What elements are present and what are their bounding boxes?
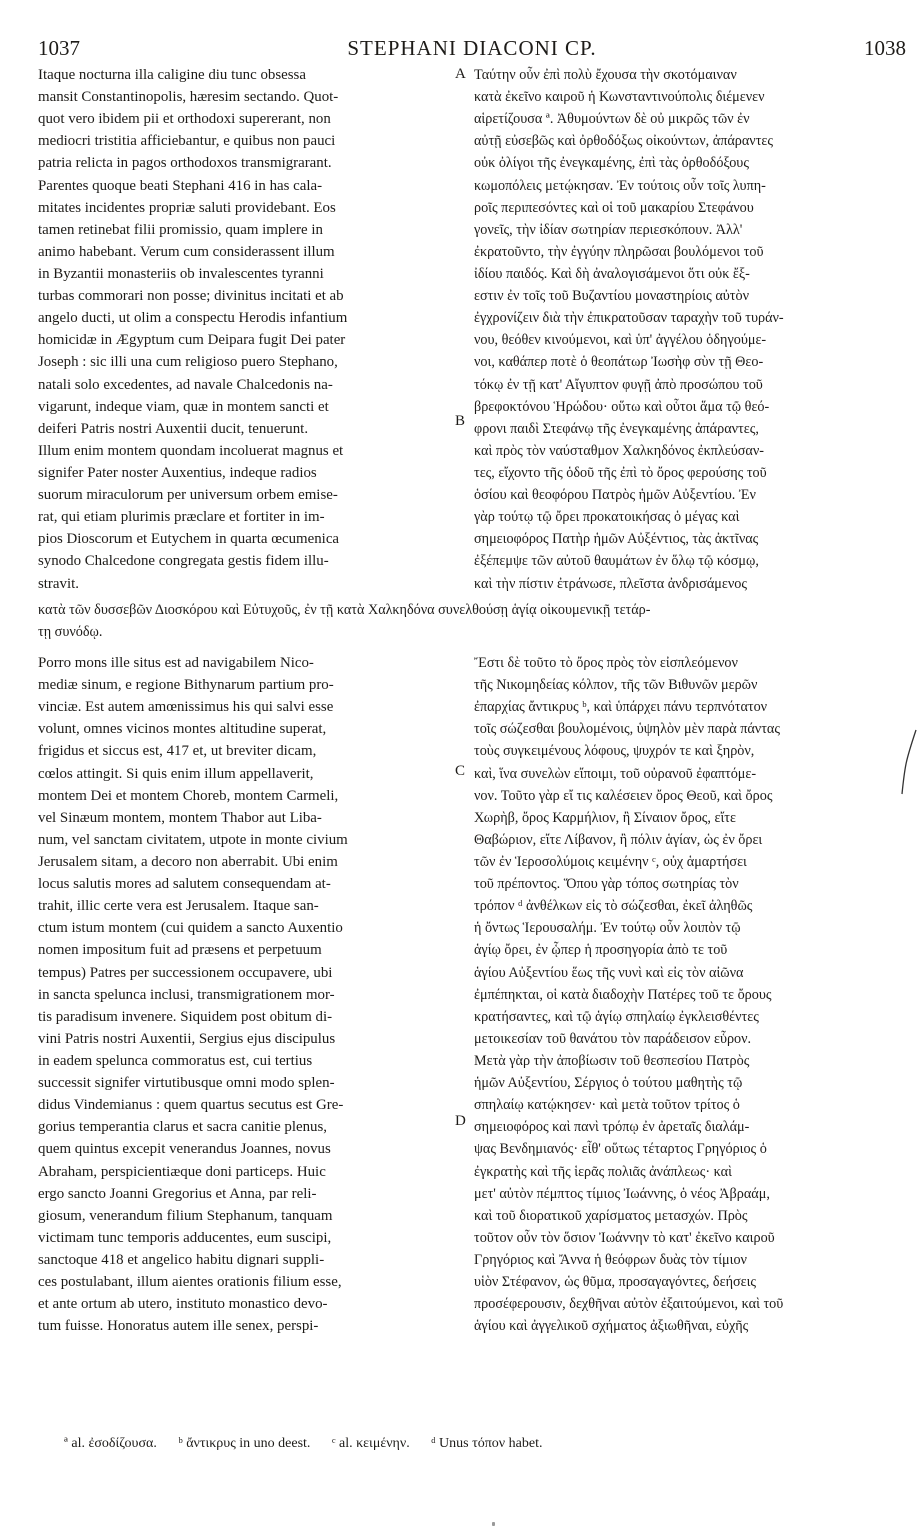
latin-text-line: successit signifer virtutibusque omni modo splen- [38, 1075, 335, 1092]
latin-text-line: victimam tunc temporis adducentes, eum suscipi, [38, 1229, 332, 1246]
latin-text-line: vigarunt, indeque viam, quæ in montem sancti et [38, 398, 329, 415]
greek-text-line: τόκῳ ἐν τῇ κατ' Αἴγυπτον φυγῇ ἀπὸ προσώπου τοῦ [474, 376, 763, 393]
greek-column-bottom [474, 652, 890, 1337]
latin-text-line: gorius temperantia clarus et sacra canitie plenus, [38, 1119, 328, 1136]
greek-text-line: ἐμπέπηκται, οἱ κατὰ διαδοχὴν Πατέρες τοῦ τε ὄρους [474, 986, 772, 1003]
greek-text-line: Μετὰ γὰρ τὴν ἀποβίωσιν τοῦ θεσπεσίου Πατρὸς [474, 1052, 750, 1069]
latin-text-line: mitates incidentes propriæ saluti providebant. Eos [38, 199, 336, 216]
greek-text-line: Χωρὴβ, ὄρος Καρμήλιον, ἢ Σίναιον ὄρος, εἴτε [474, 809, 736, 826]
greek-text-line: ἁγίου καὶ ἀγγελικοῦ σχήματος ἀξιωθῆναι, εὐχῆς [474, 1318, 749, 1335]
latin-text-line: Parentes quoque beati Stephani 416 in has cala- [38, 177, 323, 194]
greek-text-line: Θαβώριον, εἴτε Λίβανον, ἢ πόλιν ἁγίαν, ὡς ἐν ὄρει [474, 831, 763, 848]
latin-text-line: tempus) Patres per successionem occupavere, ubi [38, 964, 333, 981]
greek-text-line: ἡ ὄντως Ἱερουσαλήμ. Ἐν τούτῳ οὖν λοιπὸν τῷ [474, 920, 741, 937]
latin-text-line: natali solo excedentes, ad navale Chalcedonis na- [38, 376, 333, 393]
greek-text-line: τρόπον ᵈ ἀνθέλκων εἰς τὸ σώζεσθαι, ἐκεῖ ἀληθῶς [474, 898, 753, 915]
greek-text-line: κρατήσαντες, καὶ τῷ ἁγίῳ σπηλαίῳ ἐγκλεισθέντες [474, 1008, 759, 1025]
right-page-number: 1038 [864, 36, 906, 60]
greek-text-line: αἱρετίζουσα ª. Ἀθυμούντων δὲ οὐ μικρῶς τῶν ἐν [474, 111, 750, 128]
paper-speck [492, 1522, 495, 1526]
greek-text-line: φρονι παιδὶ Στεφάνῳ τῆς ἐνεγκαμένης ἀπάραντες, [474, 420, 759, 437]
latin-text-line: mediocri tristitia afficiebantur, e quibus non pauci [38, 133, 336, 150]
pencil-annotation-mark [898, 728, 920, 798]
greek-text-line: κατὰ ἐκεῖνο καιροῦ ἡ Κωνσταντινούπολις διέμενεν [474, 89, 765, 106]
greek-text-line: νοι, καθάπερ ποτὲ ὁ θεοπάτωρ Ἰωσὴφ σὺν τῇ Θεο- [474, 354, 764, 371]
latin-text-line: trahit, illic certe vera est Jerusalem. Itaque san- [38, 898, 319, 915]
greek-text-line: τῶν ἐν Ἱεροσολύμοις κειμένην ᶜ, οὐχ ἁμαρτήσει [474, 853, 747, 870]
latin-text-line: Illum enim montem quondam incoluerat magnus et [38, 442, 344, 459]
greek-text-line: σπηλαίῳ κατῴκησεν· καὶ μετὰ τοῦτον τρίτος ὁ [474, 1097, 740, 1114]
latin-text-line: patria relicta in pagos orthodoxos transmigrarant. [38, 155, 332, 172]
greek-text-line: ἐπαρχίας ἄντικρυς ᵇ, καὶ ὑπάρχει πάνυ τερπνότατον [474, 699, 768, 716]
latin-text-line: synodo Chalcedone congregata gestis fidem illu- [38, 553, 329, 570]
greek-text-line: καὶ τοῦ διορατικοῦ χαρίσματος μετασχών. Πρὸς [474, 1207, 748, 1224]
latin-text-line: vini Patris nostri Auxentii, Sergius ejus discipulus [38, 1030, 336, 1047]
latin-text-line: tum fuisse. Honoratus autem ille senex, perspi- [38, 1318, 319, 1335]
latin-text-line: volunt, omnes vicinos montes altitudine superat, [38, 721, 327, 738]
greek-text-line: αὐτῇ εὐσεβῶς καὶ ὀρθοδόξως οἰκούντων, ἀπάραντες [474, 133, 773, 150]
latin-text-line: didus Vindemianus : quem quartus secutus est Gre- [38, 1097, 344, 1114]
footnote-c: ᶜ al. κειμένην. [331, 1436, 410, 1451]
latin-text-line: stravit. [38, 575, 79, 592]
greek-column-top [474, 64, 890, 595]
greek-text-line: ψας Βενδημιανός· εἶθ' οὕτως τέταρτος Γρηγόριος ὁ [474, 1141, 767, 1158]
footnotes [64, 1436, 884, 1452]
latin-text-line: giosum, venerandum filium Stephanum, tanquam [38, 1207, 333, 1224]
greek-text-line: καὶ, ἵνα συνελὼν εἴποιμι, τοῦ οὐρανοῦ ἐφαπτόμε- [474, 765, 757, 782]
greek-text-line: καὶ τὴν πίστιν ἐτράνωσε, πλεῖστα ἀνδρισάμενος [474, 575, 747, 592]
latin-text-line: angelo ducti, ut olim a conspectu Herodis infantium [38, 310, 348, 327]
greek-text-line: ἡμῶν Αὐξεντίου, Σέργιος ὁ τούτου μαθητὴς τῷ [474, 1075, 743, 1092]
latin-text-line: Joseph : sic illi una cum religioso puero Stephano, [38, 354, 338, 371]
latin-text-line: nomen impositum fuit ad præsens et perpetuum [38, 942, 322, 959]
greek-text-line: τῆς Νικομηδείας κόλπον, τῆς τῶν Βιθυνῶν μερῶν [474, 677, 758, 694]
greek-text-line: προσέφερουσιν, δεχθῆναι αὐτὸν ἐξαιτούμενοι, καὶ τοῦ [474, 1296, 784, 1313]
greek-text-line: ὁσίου καὶ θεοφόρου Πατρὸς ἡμῶν Αὐξεντίου. Ἐν [474, 487, 756, 504]
latin-text-line: pios Dioscorum et Eutychem in quarta œcumenica [38, 531, 340, 548]
margin-marker-b: B [455, 413, 466, 429]
latin-text-line: ergo sancto Joanni Gregorius et Anna, par reli- [38, 1185, 317, 1202]
latin-text-line: rat, qui etiam plurimis præclare et fortiter in im- [38, 509, 325, 526]
footnote-a: ª al. ἐσοδίζουσα. [64, 1436, 157, 1451]
greek-text-line: ἐγχρονίζειν διὰ τὴν ἐπικρατοῦσαν ταραχὴν τοῦ τυράν- [474, 310, 784, 327]
greek-text-line: κατὰ τῶν δυσσεβῶν Διοσκόρου καὶ Εὐτυχοῦς, ἐν τῇ κατὰ Χαλκηδόνα συνελθούσῃ ἁγίᾳ οἰκουμενικῇ τετάρ- [38, 602, 651, 618]
greek-text-line: τοῦτον οὖν τὸν ὅσιον Ἰωάννην τὸ κατ' ἐκεῖνο καιροῦ [474, 1229, 775, 1246]
latin-text-line: signifer Pater noster Auxentius, indeque radios [38, 464, 317, 481]
greek-text-line: Ἔστι δὲ τοῦτο τὸ ὄρος πρὸς τὸν εἰσπλεόμενον [474, 655, 738, 671]
latin-text-line: vinciæ. Est autem amœnissimus his qui salvi esse [38, 699, 334, 716]
latin-text-line: Porro mons ille situs est ad navigabilem Nico- [38, 655, 314, 671]
latin-text-line: Abraham, perspicientiæque doni particeps. Huic [38, 1163, 326, 1180]
greek-text-line: γὰρ τούτῳ τῷ ὄρει προκατοικήσας ὁ μέγας καὶ [474, 509, 740, 526]
latin-text-line: tis paradisum invenere. Siquidem post obitum di- [38, 1008, 333, 1025]
greek-text-line: ἐγκρατὴς καὶ τῆς ἱερᾶς πολιᾶς ἀνάπλεως· καὶ [474, 1163, 732, 1180]
left-page-number: 1037 [38, 36, 80, 60]
latin-text-line: in eadem spelunca commoratus est, cui tertius [38, 1052, 313, 1069]
greek-text-line: ἁγίῳ ὄρει, ἐν ᾧπερ ἡ προσηγορία ἀπὸ τε τοῦ [474, 942, 728, 959]
latin-text-line: turbas commorari non posse; divinitus incitati et ab [38, 288, 344, 305]
latin-text-line: Itaque nocturna illa caligine diu tunc obsessa [38, 67, 306, 83]
greek-text-line: ροῖς περιπεσόντες καὶ οἱ τοῦ μακαρίου Στεφάνου [474, 199, 754, 216]
greek-text-line: τοῦ πρέποντος. Ὅπου γὰρ τόπος σωτηρίας τὸν [474, 876, 739, 893]
latin-text-line: cœlos attingit. Si quis enim illum appellaverit, [38, 765, 314, 782]
latin-text-line: tamen retinebat filii promissio, quam implere in [38, 221, 323, 238]
latin-text-line: in Byzantii monasteriis ob invalescentes tyranni [38, 265, 324, 282]
latin-text-line: num, vel sanctam civitatem, utpote in monte civium [38, 831, 348, 848]
latin-column-top [38, 64, 450, 595]
greek-text-line: σημειοφόρος Πατὴρ ἡμῶν Αὐξέντιος, τὰς ἀκτῖνας [474, 531, 759, 548]
greek-text-line: μετ' αὐτὸν πέμπτος τίμιος Ἰωάννης, ὁ νέος Ἀβραάμ, [474, 1185, 770, 1202]
latin-text-line: homicidæ in Ægyptum cum Deipara fugit Dei pater [38, 332, 346, 349]
greek-text-line: τοῖς σώζεσθαι βουλομένοις, ὑψηλὸν μὲν παρὰ πάντας [474, 721, 780, 738]
latin-text-line: locus salutis mores ad salutem consequendam at- [38, 876, 331, 893]
latin-text-line: suorum miraculorum per universum orbem emise- [38, 487, 338, 504]
latin-text-line: montem Dei et montem Choreb, montem Carmeli, [38, 787, 339, 804]
greek-text-line: μετοικεσίαν τοῦ θανάτου τὸν παράδεισον εὗρον. [474, 1030, 752, 1047]
greek-text-line: τῃ συνόδῳ. [38, 624, 103, 640]
greek-text-line: νου, θεόθεν κινούμενοι, καὶ ὑπ' ἀγγέλου ὁδηγούμε- [474, 332, 767, 349]
latin-text-line: vel Sinæum montem, montem Thabor aut Liba- [38, 809, 322, 826]
latin-text-line: ctum istum montem (cui quidem a sancto Auxentio [38, 920, 343, 937]
greek-text-line: οὐκ ὀλίγοι τῆς ἐνεγκαμένης, ἐπὶ τὰς ὀρθοδόξους [474, 155, 749, 172]
greek-spanning-lines [38, 599, 898, 643]
latin-column-bottom [38, 652, 450, 1337]
greek-text-line: εστιν ἐν τοῖς τοῦ Βυζαντίου μοναστηρίοις αὐτὸν [474, 288, 749, 305]
running-title: STEPHANI DIACONI CP. [347, 36, 597, 60]
latin-text-line: ces postulabant, illum aientes orationis filium esse, [38, 1274, 342, 1291]
greek-text-line: τοὺς συγκειμένους λόφους, ψυχρόν τε καὶ ξηρὸν, [474, 743, 755, 760]
greek-text-line: ἁγίου Αὐξεντίου ἕως τῆς νυνὶ καὶ εἰς τὸν αἰῶνα [474, 964, 744, 981]
latin-text-line: et ante ortum ab utero, instituto monastico devo- [38, 1296, 328, 1313]
greek-text-line: κωμοπόλεις μετῴκησαν. Ἐν τούτοις οὖν τοῖς λυπη- [474, 177, 766, 194]
latin-text-line: animo habebant. Verum cum considerassent illum [38, 243, 335, 260]
latin-text-line: quem quintus excepit venerandus Joannes, novus [38, 1141, 331, 1158]
latin-text-line: quot vero ibidem pii et orthodoxi supererant, non [38, 111, 331, 128]
margin-marker-c: C [455, 763, 466, 779]
greek-text-line: νον. Τοῦτο γὰρ εἴ τις καλέσειεν ὄρος Θεοῦ, καὶ ὄρος [474, 787, 773, 804]
latin-text-line: deiferi Patris nostri Auxentii ducit, tenuerunt. [38, 420, 309, 437]
latin-text-line: mediæ sinum, e regione Bithynarum partium pro- [38, 677, 334, 694]
margin-marker-a: A [455, 66, 466, 82]
greek-text-line: σημειοφόρος καὶ πανὶ τρόπῳ ἐν ἀρεταῖς διαλάμ- [474, 1119, 750, 1136]
margin-marker-d: D [455, 1113, 466, 1129]
footnote-d: ᵈ Unus τόπον habet. [431, 1436, 543, 1451]
greek-text-line: Ταύτην οὖν ἐπὶ πολὺ ἔχουσα τὴν σκοτόμαιναν [474, 67, 737, 83]
running-header [38, 36, 906, 62]
greek-text-line: ἐκρατοῦντο, τὴν ἐγγύην πληρῶσαι βουλόμενοι τοῦ [474, 243, 764, 260]
latin-text-line: sanctoque 418 et angelico habitu dignari suppli- [38, 1251, 325, 1268]
greek-text-line: ἰδίου παιδός. Καὶ δὴ ἀναλογισάμενοι ὅτι οὐκ ἔξ- [474, 265, 750, 282]
latin-text-line: mansit Constantinopolis, hæresim sectando. Quot- [38, 89, 339, 106]
greek-text-line: τες, εἴχοντο τῆς ὁδοῦ τῆς ἐπὶ τὸ ὄρος φερούσης τοῦ [474, 464, 767, 481]
latin-text-line: Jerusalem sitam, a decoro non aberrabit. Ubi enim [38, 853, 338, 870]
greek-text-line: βρεφοκτόνου Ἡρώδου· οὕτω καὶ οὗτοι ἅμα τῷ θεό- [474, 398, 770, 415]
latin-text-line: in sancta spelunca inclusi, transmigrationem mor- [38, 986, 335, 1003]
greek-text-line: ἐξέπεμψε τῶν αὐτοῦ θαυμάτων ἐν ὅλῳ τῷ κόσμῳ, [474, 553, 759, 570]
footnote-b: ᵇ ἄντικρυς in uno deest. [178, 1436, 311, 1451]
greek-text-line: υἱὸν Στέφανον, ὡς θῦμα, προσαγαγόντες, δεήσεις [474, 1274, 757, 1291]
greek-text-line: γονεῖς, τὴν ἰδίαν σωτηρίαν περιεσκόπουν. Ἀλλ' [474, 221, 743, 238]
greek-text-line: καὶ πρὸς τὸν ναύσταθμον Χαλκηδόνος ἐκπλεύσαν- [474, 442, 764, 459]
latin-text-line: frigidus et siccus est, 417 et, ut breviter dicam, [38, 743, 317, 760]
greek-text-line: Γρηγόριος καὶ Ἄννα ἡ θεόφρων δυὰς τὸν τίμιον [474, 1251, 747, 1268]
